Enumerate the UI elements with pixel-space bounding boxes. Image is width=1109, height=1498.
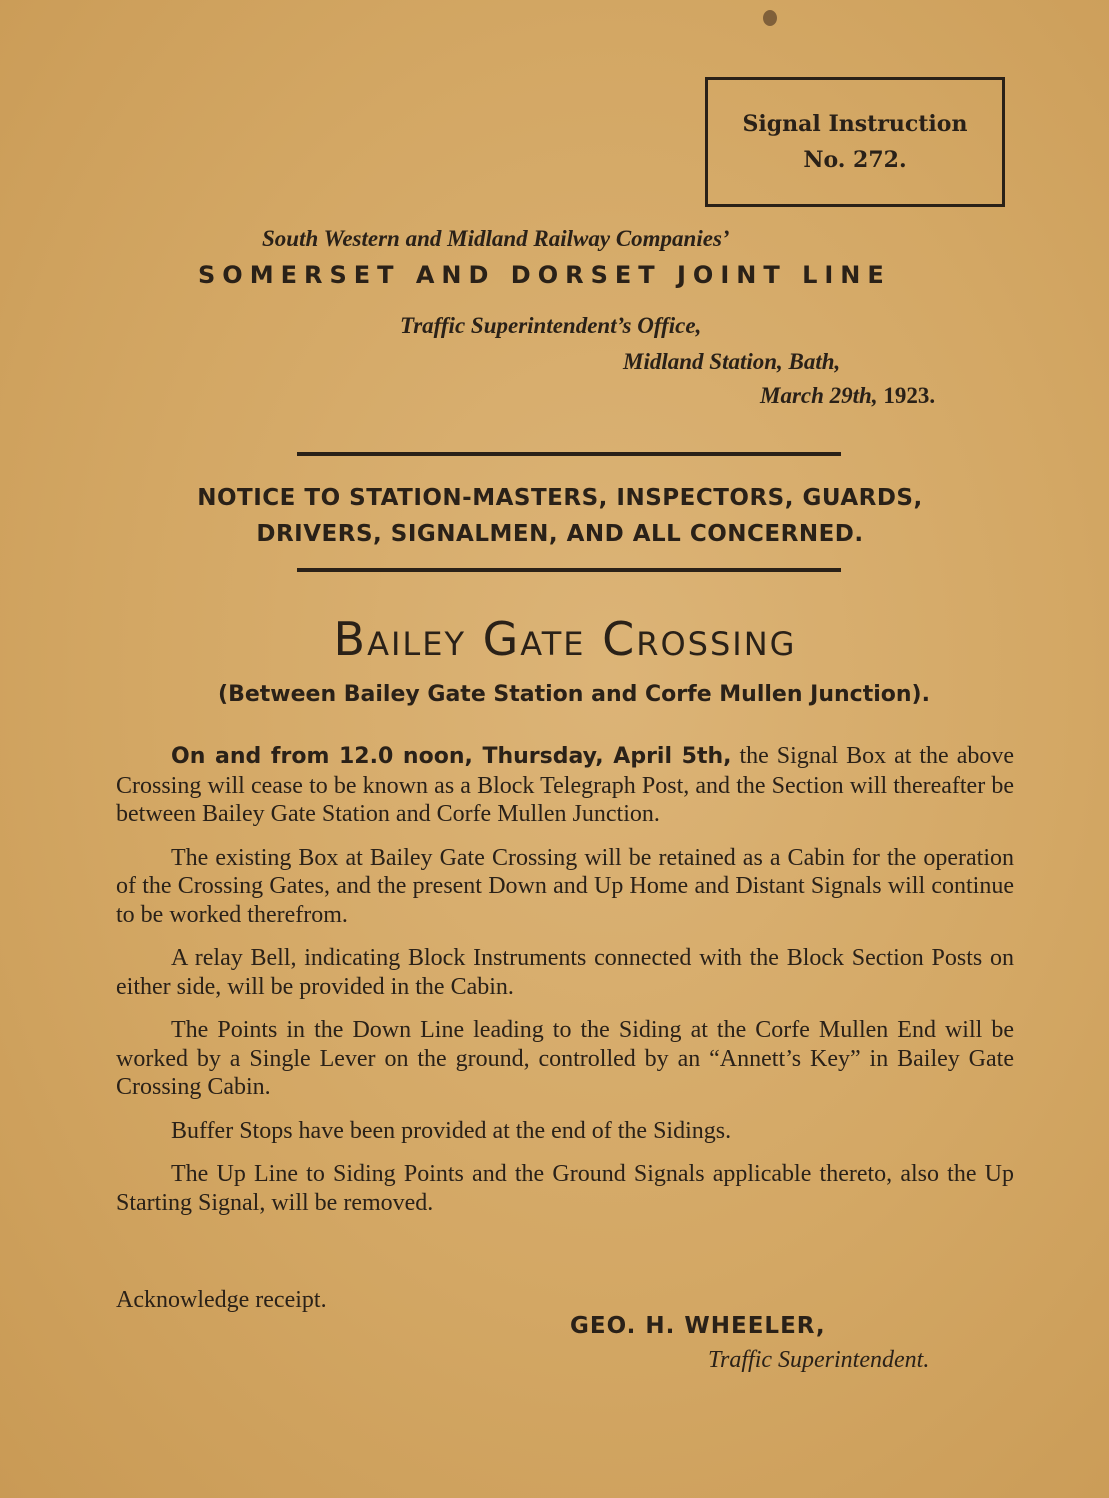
signal-instruction-box [705,77,1005,207]
punch-hole [763,10,777,26]
date-line [760,383,935,409]
office-line: Traffic Superintendent’s Office, [400,313,702,338]
paragraph-1-text: the Signal Box at the above Crossing will cease to be known as a Block Telegraph Post, and the Section will thereafter be between Bailey Gate Station and Corfe Mullen Junction. [116,743,1015,827]
paragraph-2: The existing Box at Bailey Gate Crossing will be retained as a Cabin for the operation of the Crossing Gates, and the present Down and Up Home and Distant Signals will continue to be worked therefrom. [116,844,1014,928]
paragraph-1-lead: On and from 12.0 noon, Thursday, April 5th, [171,744,732,769]
paragraph-3: A relay Bell, indicating Block Instruments connected with the Block Section Posts on either side, will be provided in the Cabin. [116,945,1014,1000]
paragraph-5: Buffer Stops have been provided at the end of the Sidings. [171,1117,732,1144]
signer-title: Traffic Superintendent. [708,1347,930,1373]
divider-top [297,452,841,456]
year-text: 1923. [883,383,936,408]
line-name-heading: SOMERSET AND DORSET JOINT LINE [198,261,891,289]
notice-line-2: DRIVERS, SIGNALMEN, AND ALL CONCERNED. [256,521,864,547]
paragraph-6: The Up Line to Siding Points and the Ground Signals applicable thereto, also the Up Starting Signal, will be removed. [116,1161,1014,1216]
notice-heading [120,480,1000,552]
page-subtitle: (Between Bailey Gate Station and Corfe Mullen Junction). [218,682,930,707]
divider-bottom [297,568,841,572]
instruction-number: No. 272. [803,147,907,173]
date-text: March 29th, [760,383,878,408]
paragraph-4: The Points in the Down Line leading to the Siding at the Corfe Mullen End will be worked by a Single Lever on the ground, controlled by an “Annett’s Key” in Bailey Gate Crossing Cabin. [116,1017,1014,1100]
acknowledge-receipt: Acknowledge receipt. [116,1287,327,1313]
notice-line-1: NOTICE TO STATION-MASTERS, INSPECTORS, GUARDS, [197,485,923,511]
notice-body [116,742,1014,1232]
companies-heading: South Western and Midland Railway Companies’ [262,226,730,251]
page-title: Bailey Gate Crossing [333,612,797,666]
paragraph-1 [116,742,1014,829]
signer-name: GEO. H. WHEELER, [570,1313,826,1339]
station-line: Midland Station, Bath, [623,349,841,374]
instruction-label: Signal Instruction [742,111,968,137]
